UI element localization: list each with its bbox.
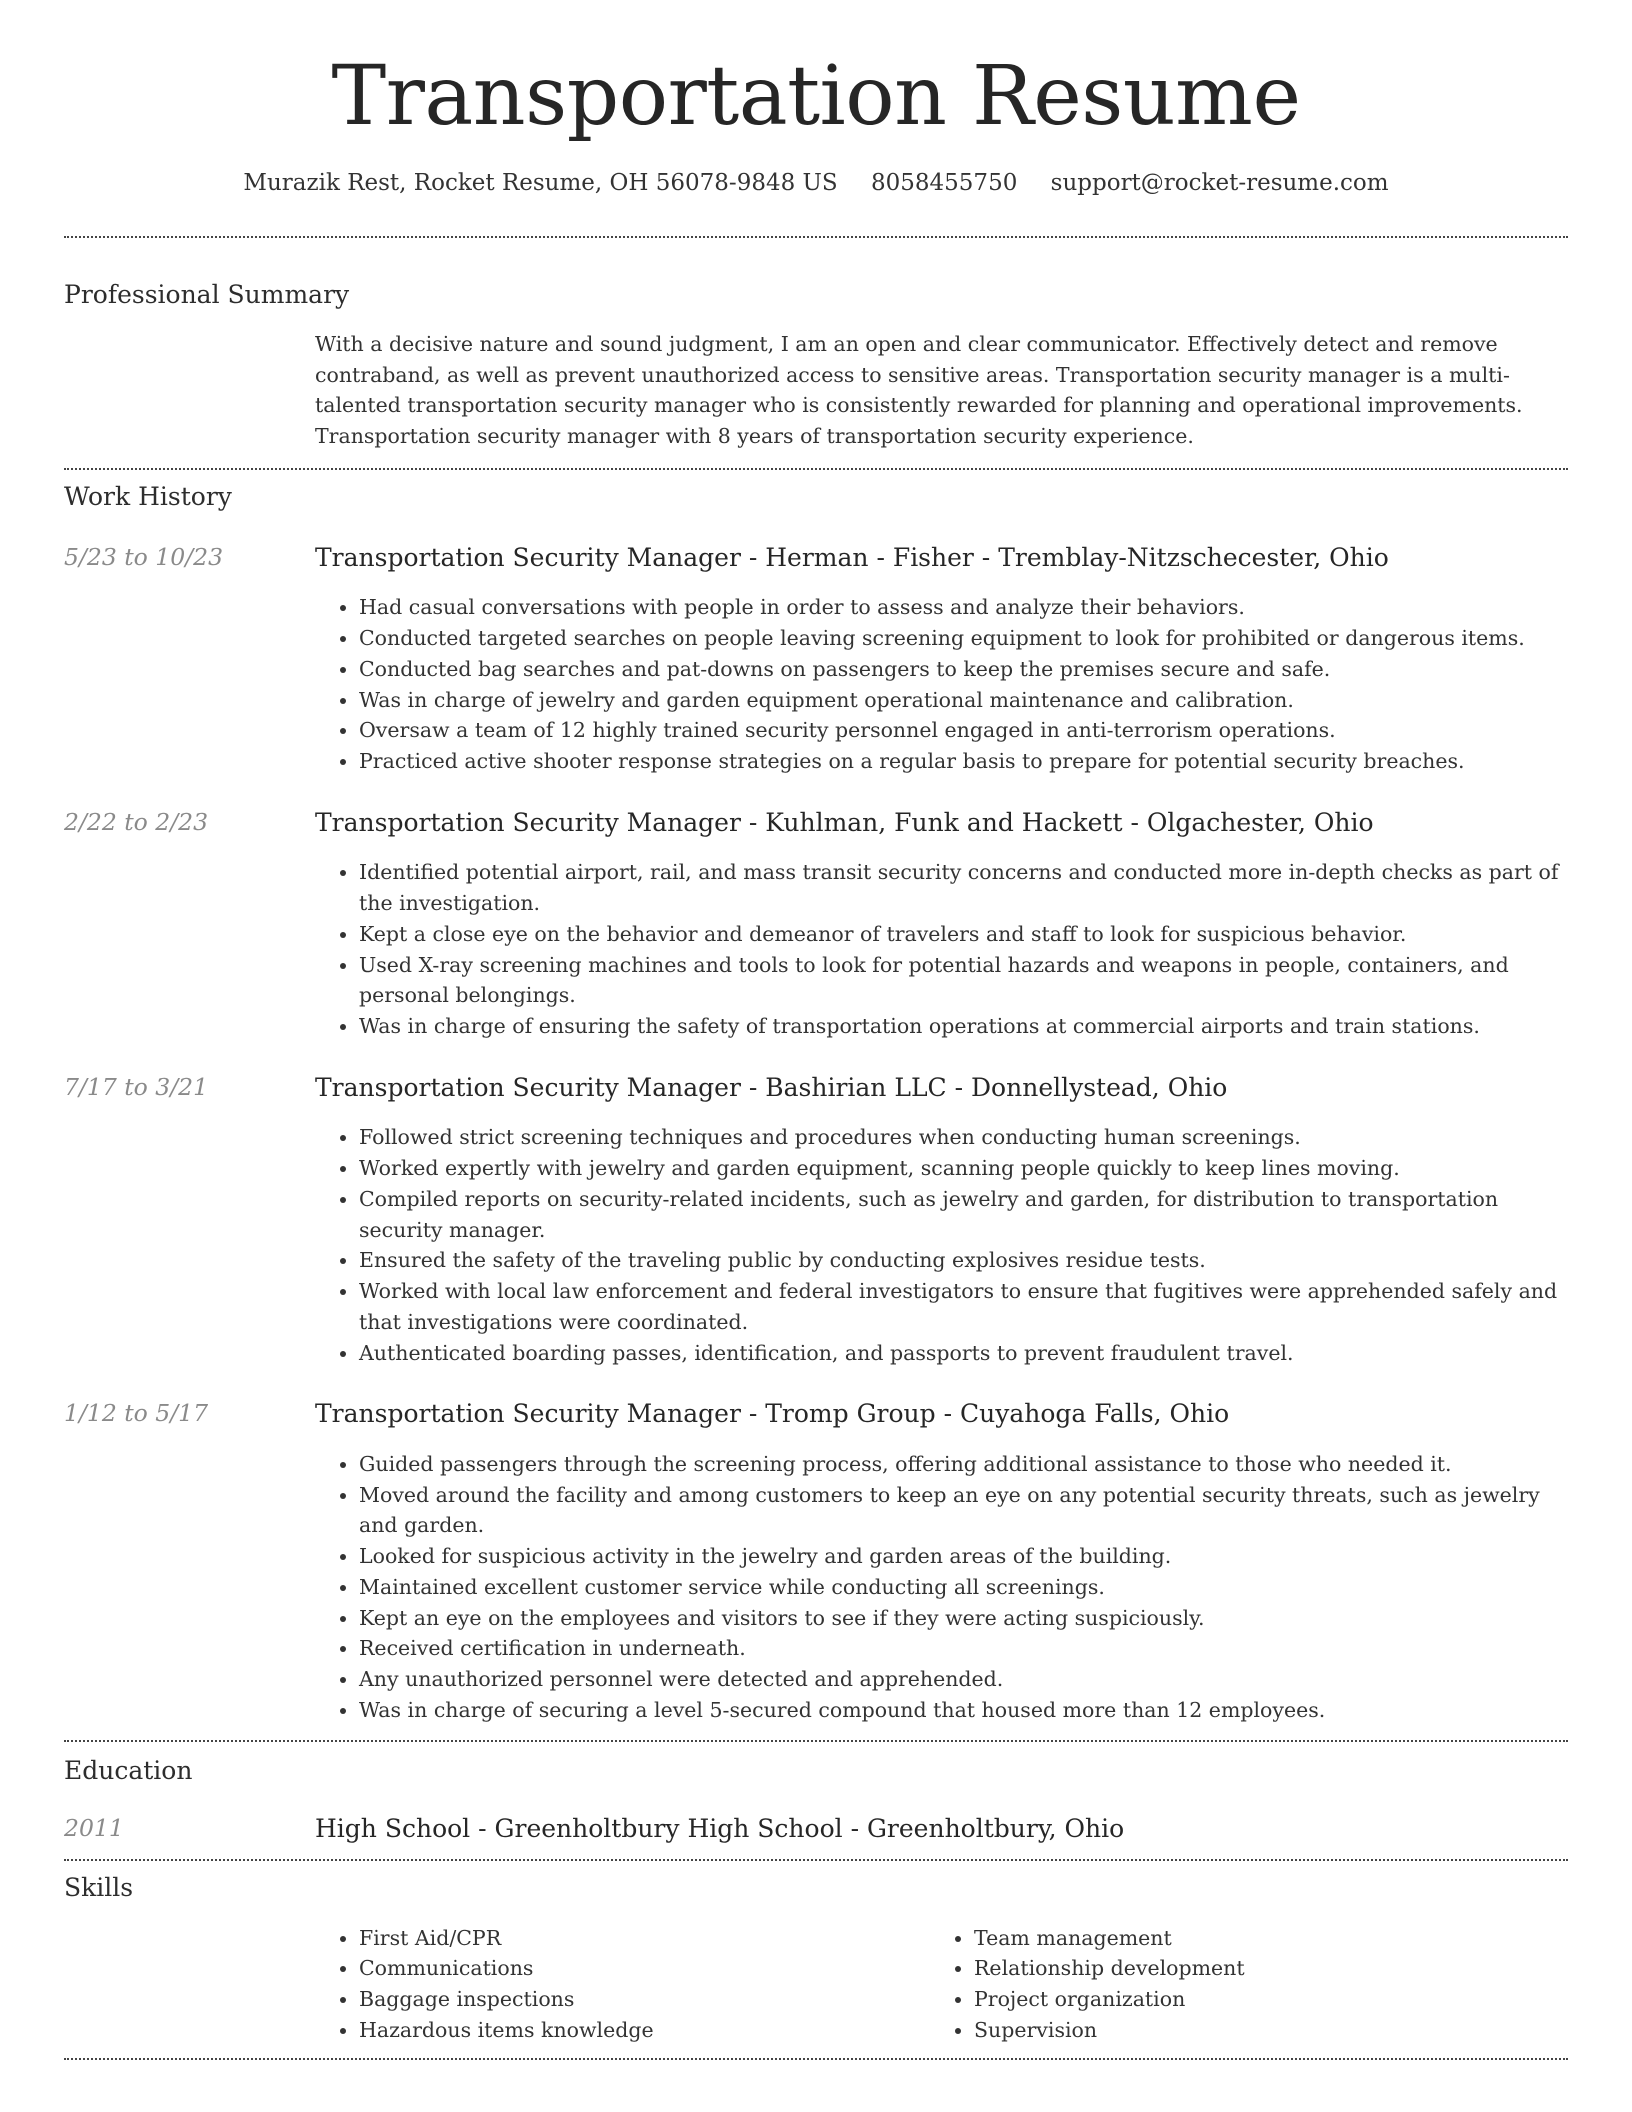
- skill-item: • Relationship development: [974, 1953, 1545, 1984]
- contact-line: [64, 170, 1568, 198]
- skill-item: • Baggage inspections: [359, 1984, 930, 2015]
- skill-item: • Team management: [974, 1923, 1545, 1954]
- job-bullet: • Used X-ray screening machines and tools to look for potential hazards and weapons in people, containers, and personal belongings.: [359, 950, 1568, 1012]
- job-entry: [64, 1398, 1568, 1739]
- job-bullet: • Compiled reports on security-related incidents, such as jewelry and garden, for distribution to transportation security manager.: [359, 1184, 1568, 1246]
- section-title-work-history: Work History: [64, 481, 232, 511]
- job-bullet: • Oversaw a team of 12 highly trained security personnel engaged in anti-terrorism operations.: [359, 715, 1568, 746]
- job-entry: [64, 1072, 1568, 1369]
- job-bullets: [315, 592, 1568, 777]
- job-body: [315, 1398, 1568, 1739]
- skills-column-left: [315, 1923, 930, 2046]
- skill-item: • Supervision: [974, 2015, 1545, 2046]
- education-date: 2011: [64, 1813, 124, 1842]
- job-body: [315, 542, 1568, 777]
- job-bullet: • Conducted targeted searches on people leaving screening equipment to look for prohibited or dangerous items.: [359, 623, 1568, 654]
- job-bullets: [315, 857, 1568, 1042]
- job-bullet: • Was in charge of ensuring the safety of transportation operations at commercial airports and train stations.: [359, 1011, 1568, 1042]
- job-date: 1/12 to 5/17: [64, 1399, 209, 1428]
- job-bullet: • Worked with local law enforcement and federal investigators to ensure that fugitives were apprehended safely and that investigations were coordinated.: [359, 1276, 1568, 1338]
- job-heading: Transportation Security Manager - Kuhlman, Funk and Hackett - Olgachester, Ohio: [315, 807, 1374, 837]
- job-bullet: • Ensured the safety of the traveling public by conducting explosives residue tests.: [359, 1245, 1568, 1276]
- job-body: [315, 807, 1568, 1042]
- work-history-list: [64, 542, 1568, 1740]
- job-bullet: • Moved around the facility and among customers to keep an eye on any potential security threats, such as jewelry and garden.: [359, 1480, 1568, 1542]
- job-bullet: • Practiced active shooter response strategies on a regular basis to prepare for potential security breaches.: [359, 746, 1568, 777]
- job-bullet: • Was in charge of securing a level 5-secured compound that housed more than 12 employees.: [359, 1695, 1568, 1726]
- job-bullets: [315, 1449, 1568, 1726]
- job-bullets: [315, 1122, 1568, 1368]
- job-heading: Transportation Security Manager - Herman - Fisher - Tremblay-Nitzschecester, Ohio: [315, 542, 1389, 572]
- job-bullet: • Received certification in underneath.: [359, 1633, 1568, 1664]
- skills-grid: [315, 1923, 1568, 2058]
- skill-item: • Communications: [359, 1953, 930, 1984]
- job-date: 7/17 to 3/21: [64, 1072, 209, 1101]
- job-bullet: • Worked expertly with jewelry and garden equipment, scanning people quickly to keep lines moving.: [359, 1153, 1568, 1184]
- job-bullet: • Had casual conversations with people in order to assess and analyze their behaviors.: [359, 592, 1568, 623]
- divider: [64, 2058, 1568, 2060]
- section-title-summary: Professional Summary: [64, 279, 350, 309]
- skill-item: • First Aid/CPR: [359, 1923, 930, 1954]
- job-bullet: • Maintained excellent customer service while conducting all screenings.: [359, 1572, 1568, 1603]
- resume-name: Transportation Resume: [331, 49, 1301, 144]
- job-bullet: • Any unauthorized personnel were detected and apprehended.: [359, 1664, 1568, 1695]
- job-heading: Transportation Security Manager - Tromp Group - Cuyahoga Falls, Ohio: [315, 1399, 1230, 1429]
- job-bullet: • Was in charge of jewelry and garden equipment operational maintenance and calibration.: [359, 685, 1568, 716]
- job-bullet: • Identified potential airport, rail, and mass transit security concerns and conducted more in-depth checks as part of the investigation.: [359, 857, 1568, 919]
- job-bullet: • Conducted bag searches and pat-downs on passengers to keep the premises secure and safe.: [359, 654, 1568, 685]
- job-date: 2/22 to 2/23: [64, 807, 209, 836]
- job-date: 5/23 to 10/23: [64, 542, 224, 571]
- job-bullet: • Guided passengers through the screening process, offering additional assistance to those who needed it.: [359, 1449, 1568, 1480]
- job-bullet: • Authenticated boarding passes, identification, and passports to prevent fraudulent travel.: [359, 1338, 1568, 1369]
- job-entry: [64, 807, 1568, 1042]
- section-title-education: Education: [64, 1755, 193, 1785]
- skills-column-right: [930, 1923, 1545, 2046]
- education-heading: High School - Greenholtbury High School - Greenholtbury, Ohio: [315, 1813, 1125, 1843]
- skill-item: • Hazardous items knowledge: [359, 2015, 930, 2046]
- education-entry: [64, 1814, 1568, 1859]
- contact-address: Murazik Rest, Rocket Resume, OH 56078-9848 US: [243, 170, 838, 197]
- summary-text: With a decisive nature and sound judgment, I am an open and clear communicator. Effectively detect and remove contraband, as well as prevent unauthorized access to sensitive areas. Transportation security manager is a multi-talented transportation security manager who is consistently rewarded for planning and operational improvements. Transportation security manager with 8 years of transportation security experience.: [315, 331, 1523, 449]
- job-bullet: • Kept a close eye on the behavior and demeanor of travelers and staff to look for suspicious behavior.: [359, 919, 1568, 950]
- job-entry: [64, 542, 1568, 777]
- job-heading: Transportation Security Manager - Bashirian LLC - Donnellystead, Ohio: [315, 1072, 1228, 1102]
- job-bullet: • Kept an eye on the employees and visitors to see if they were acting suspiciously.: [359, 1603, 1568, 1634]
- contact-phone: 8058455750: [871, 170, 1018, 197]
- job-bullet: • Looked for suspicious activity in the jewelry and garden areas of the building.: [359, 1541, 1568, 1572]
- skill-item: • Project organization: [974, 1984, 1545, 2015]
- job-bullet: • Followed strict screening techniques and procedures when conducting human screenings.: [359, 1122, 1568, 1153]
- contact-email: support@rocket-resume.com: [1050, 170, 1389, 197]
- job-body: [315, 1072, 1568, 1369]
- section-title-skills: Skills: [64, 1872, 134, 1902]
